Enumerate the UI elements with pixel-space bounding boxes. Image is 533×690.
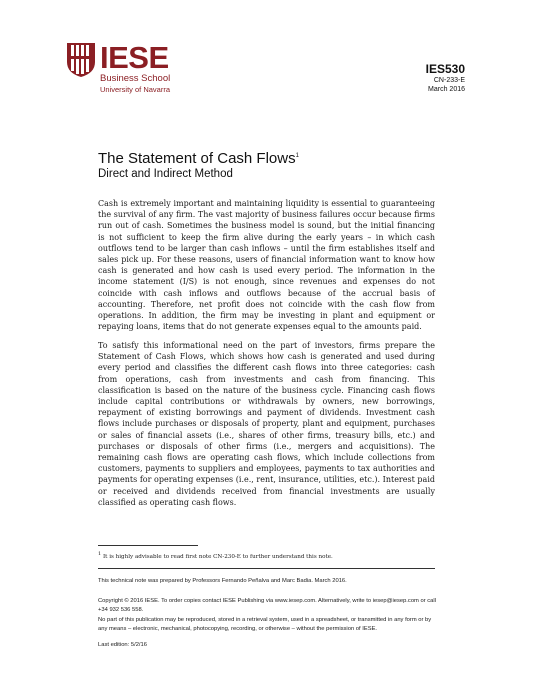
document-date: March 2016: [428, 86, 465, 93]
logo-wordmark: IESE: [100, 40, 169, 75]
footnote-divider: [98, 545, 198, 546]
document-number: CN-233-E: [433, 77, 465, 84]
iese-logo: [66, 42, 186, 97]
footnote-text: It is highly advisable to read first note CN-230-E to further understand this note.: [102, 553, 333, 560]
page-subtitle: Direct and Indirect Method: [98, 168, 233, 180]
document-code: IES530: [425, 62, 465, 76]
reproduction-notice: No part of this publication may be reproduced, stored in a retrieval system, used in a spreadsheet, or transmitted in any form or by any means – electronic, mechanical, photocopying, recording, or otherwise – without the permission of IESE.: [98, 617, 432, 632]
logo-school-name: Business School: [100, 73, 171, 84]
document-code-block: [426, 62, 465, 94]
title-footnote-marker[interactable]: 1: [295, 153, 299, 159]
legal-divider: [98, 568, 435, 569]
logo-university-name: University of Navarra: [100, 85, 171, 94]
shield-icon: [66, 42, 96, 78]
copyright-notice: Copyright © 2016 IESE. To order copies contact IESE Publishing via www.iesep.com. Alternatively, write to iesep@iesep.com or call +34 932 536 558.: [98, 598, 436, 613]
body-paragraph-2: To satisfy this informational need on the part of investors, firms prepare the Statement of Cash Flows, which shows how cash is generated and used during every period and classifies the different cash flows into three categories: cash from operations, cash from investments and cash from financing. This classification is based on the nature of the business cycle. Financing cash flows include capital contributions or withdrawals by owners, new borrowings, repayment of existing borrowings and payment of dividends. Investment cash flows include purchases or disposals of property, plant and equipment, purchases or sales of financial assets (i.e., shares of other firms, treasury bills, etc.) and purchases or disposals of other firms (i.e., mergers and acquisitions). The remaining cash flows are operating cash flows, which include collections from customers, payments to suppliers and employees, payments to tax authorities and payments for operating expenses (i.e., rent, insurance, utilities, etc.). Interest paid or received and dividends received from financial investments are usually classified as operating cash flows.: [98, 341, 435, 507]
body-paragraph-1: Cash is extremely important and maintaining liquidity is essential to guaranteeing the survival of any firm. The vast majority of business failures occur because firms run out of cash. Sometimes the business model is sound, but the initial financing is not sufficient to keep the firm alive during the early years – in which cash outflows tend to be larger than cash inflows – until the firm establishes itself and sales pick up. For these reasons, users of financial information want to know how cash is generated and how cash is used every period. The information in the income statement (I/S) is not enough, since revenues and expenses do not coincide with cash inflows and outflows because of the accrual basis of accounting. Therefore, net profit does not coincide with the cash flow from operations. In addition, the firm may be investing in plant and equipment or repaying loans, items that do not generate expenses equal to the amounts paid.: [98, 199, 435, 332]
title-text: The Statement of Cash Flows: [98, 150, 296, 167]
last-edition: Last edition: 5/2/16: [98, 642, 147, 648]
footnote-marker: 1: [98, 551, 102, 557]
prepared-by-note: This technical note was prepared by Professors Fernando Peñalva and Marc Badia. March 2016.: [98, 578, 347, 584]
footnote: [98, 551, 333, 560]
page-title: [98, 150, 299, 167]
